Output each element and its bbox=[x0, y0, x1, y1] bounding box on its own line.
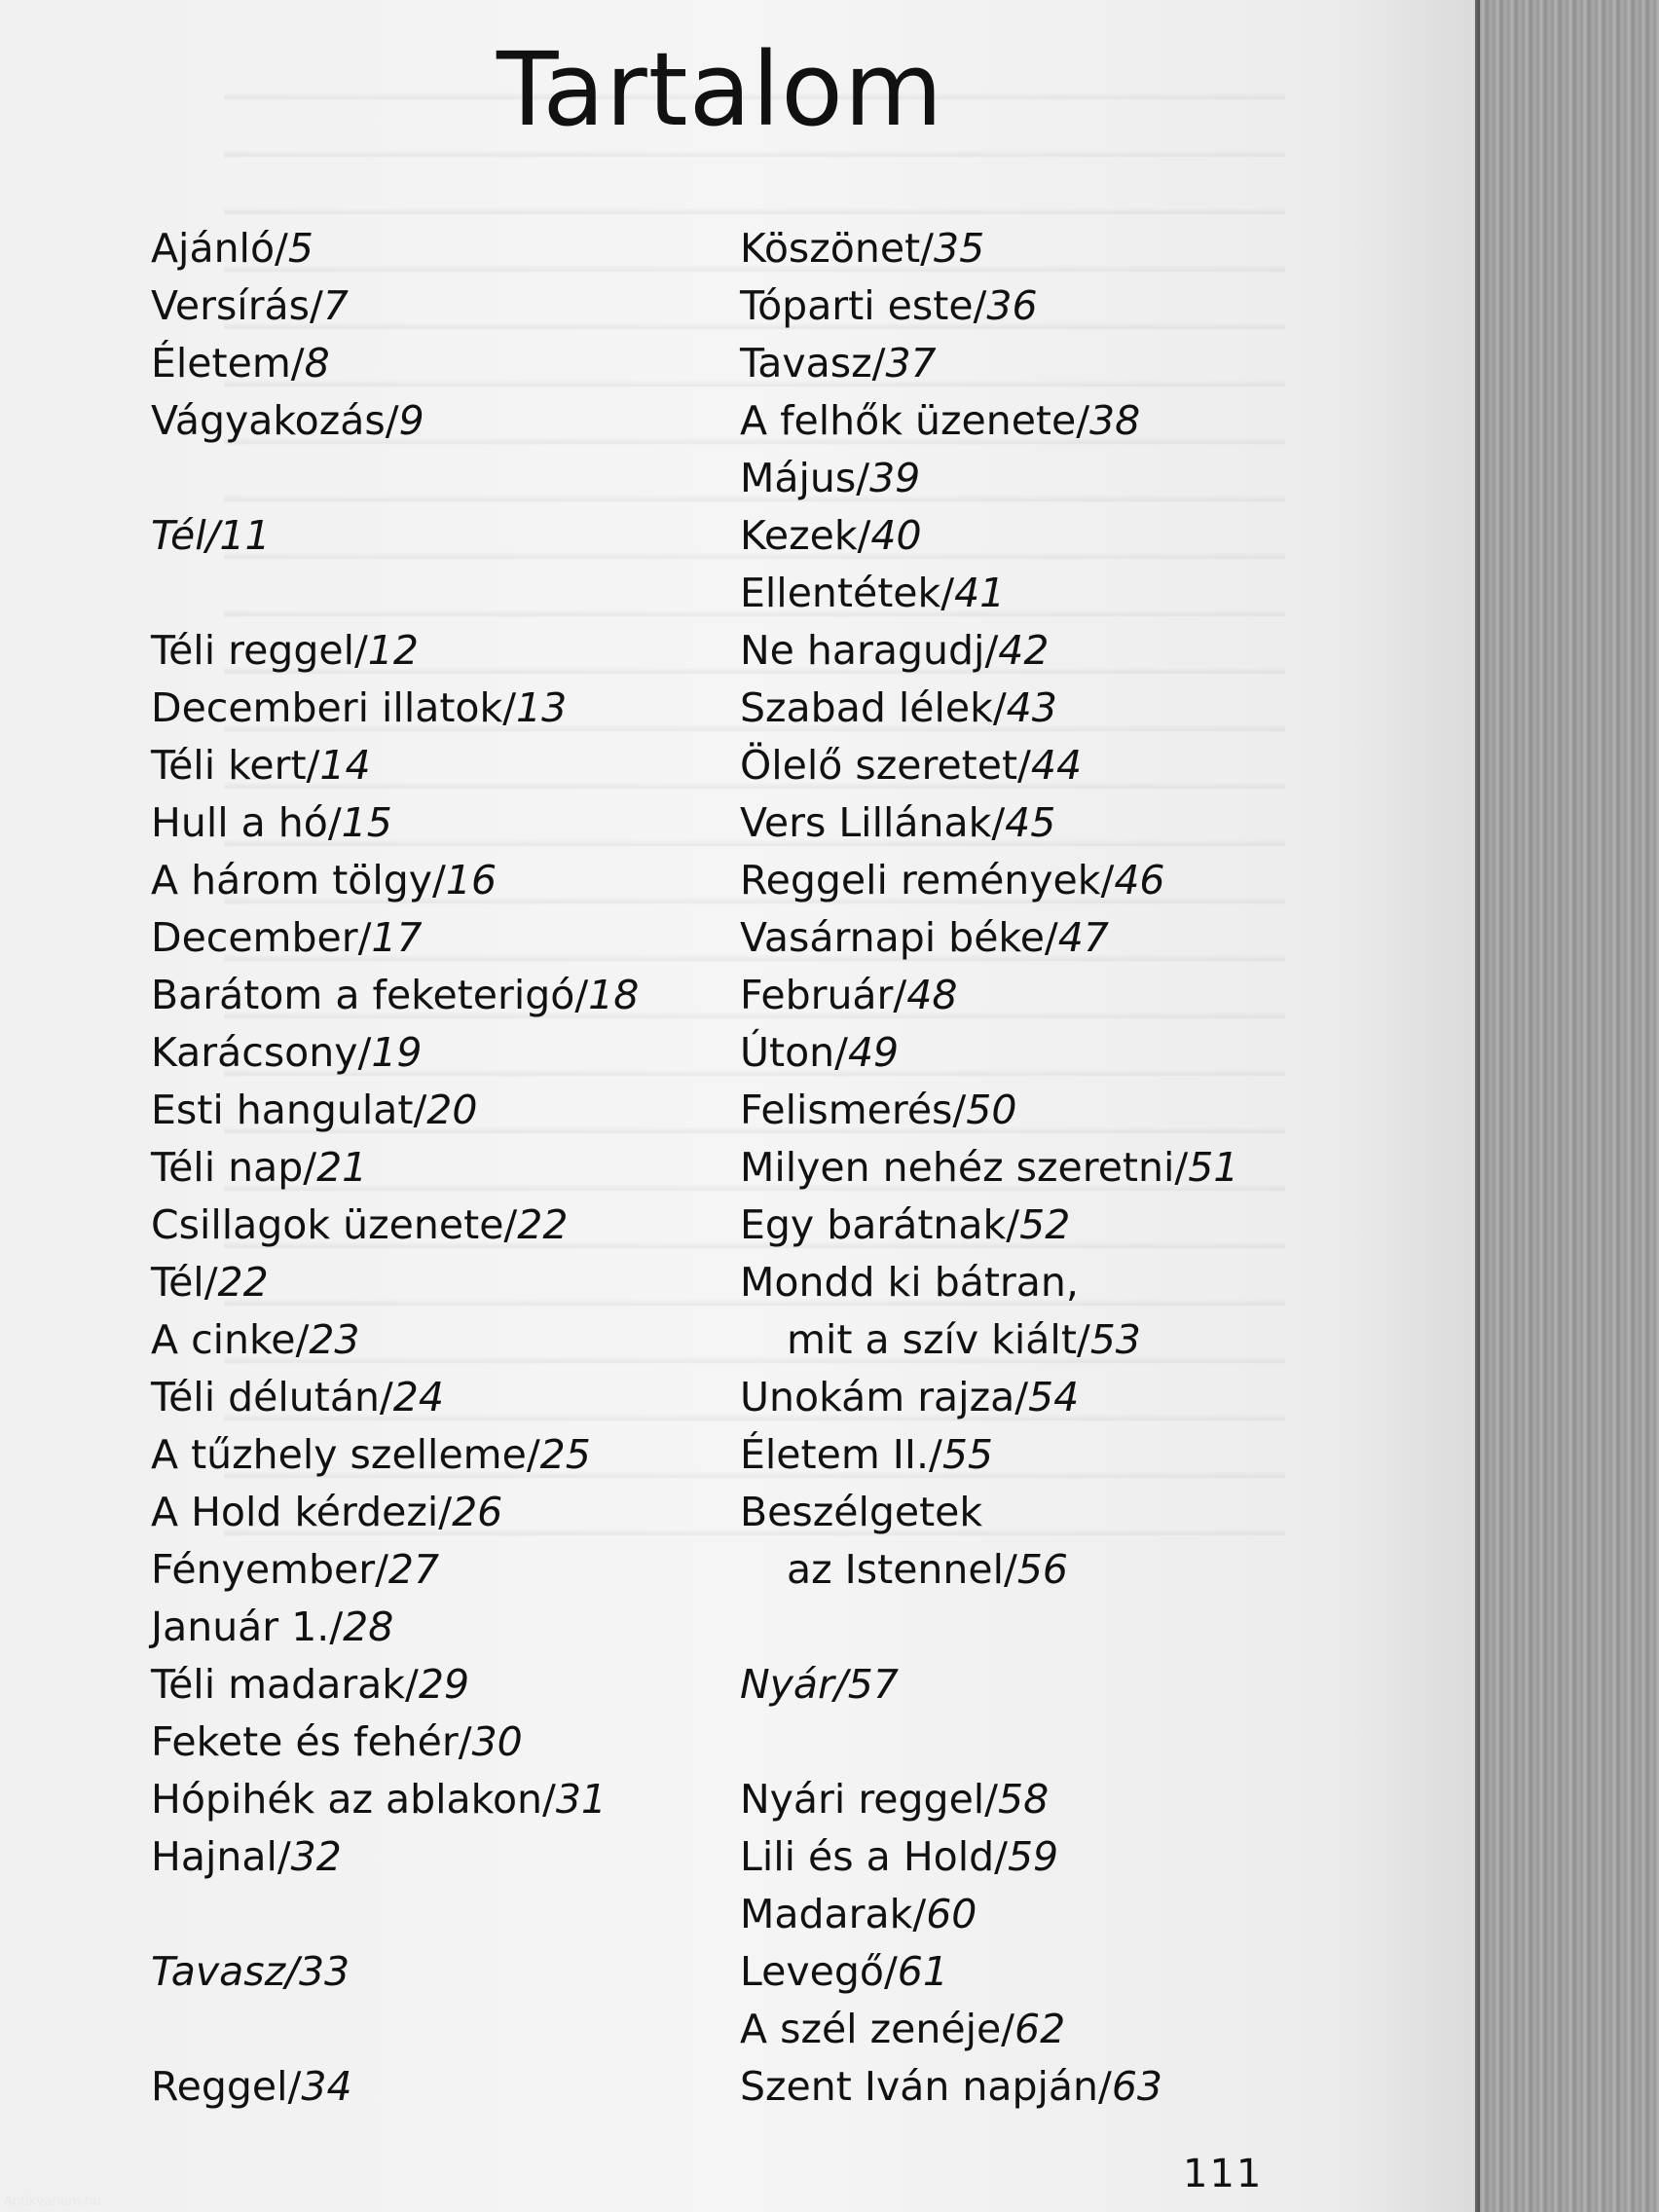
toc-entry bbox=[151, 1426, 639, 1484]
toc-entry bbox=[740, 507, 1238, 565]
toc-entry-title: A három tölgy/ bbox=[151, 857, 446, 903]
toc-entry-title: A cinke/ bbox=[151, 1316, 310, 1363]
toc-entry-page: 14 bbox=[319, 742, 371, 789]
toc-entry-title: Február/ bbox=[740, 972, 907, 1018]
toc-entry-page: 15 bbox=[341, 799, 392, 846]
toc-entry bbox=[151, 1024, 639, 1082]
toc-entry-page: 34 bbox=[301, 2063, 352, 2110]
toc-entry bbox=[740, 1139, 1238, 1197]
toc-entry-page: 53 bbox=[1089, 1316, 1141, 1363]
toc-spacer bbox=[740, 1714, 1238, 1771]
toc-entry-title: Barátom a feketerigó/ bbox=[151, 972, 589, 1018]
toc-entry-title: Nyár/57 bbox=[740, 1661, 899, 1708]
toc-section-heading bbox=[151, 1943, 639, 2001]
toc-entry-page: 49 bbox=[847, 1029, 900, 1076]
toc-entry bbox=[740, 277, 1238, 335]
toc-entry-page: 45 bbox=[1005, 799, 1056, 846]
toc-left-column bbox=[151, 220, 639, 2116]
toc-entry-title: Nyári reggel/ bbox=[740, 1776, 998, 1823]
toc-entry bbox=[740, 1484, 1238, 1541]
toc-entry-title: Milyen nehéz szeretni/ bbox=[740, 1144, 1189, 1191]
toc-entry-page: 8 bbox=[304, 340, 330, 387]
toc-entry bbox=[151, 220, 639, 277]
toc-entry-page: 55 bbox=[941, 1431, 993, 1478]
toc-entry-page: 48 bbox=[906, 972, 958, 1018]
toc-entry bbox=[740, 1197, 1238, 1254]
toc-entry bbox=[151, 1771, 639, 1828]
page-number: 111 bbox=[1183, 2152, 1264, 2196]
toc-entry-page: 18 bbox=[588, 972, 640, 1018]
toc-entry bbox=[740, 1311, 1238, 1369]
toc-entry bbox=[740, 565, 1238, 622]
toc-entry bbox=[151, 392, 639, 450]
toc-entry-page: 58 bbox=[998, 1776, 1050, 1823]
toc-entry-page: 44 bbox=[1030, 742, 1083, 789]
toc-entry-title: Tavasz/33 bbox=[151, 1948, 350, 1995]
toc-entry bbox=[740, 2001, 1238, 2058]
toc-entry-title: Egy barátnak/ bbox=[740, 1201, 1020, 1248]
toc-entry-page: 43 bbox=[1006, 684, 1057, 731]
toc-entry bbox=[151, 622, 639, 680]
toc-entry bbox=[740, 1828, 1238, 1886]
toc-entry-page: 30 bbox=[471, 1718, 523, 1765]
toc-entry-page: 41 bbox=[954, 570, 1006, 616]
toc-entry bbox=[740, 1254, 1238, 1311]
toc-right-column bbox=[740, 220, 1238, 2116]
toc-entry-title: Tél/11 bbox=[151, 512, 271, 559]
toc-entry bbox=[740, 1024, 1238, 1082]
toc-entry-title: Január 1./ bbox=[151, 1604, 344, 1650]
toc-spacer bbox=[740, 1599, 1238, 1656]
toc-entry-page: 9 bbox=[398, 397, 424, 444]
toc-entry bbox=[740, 1886, 1238, 1943]
toc-entry-page: 5 bbox=[287, 225, 313, 272]
toc-entry-title: Levegő/ bbox=[740, 1948, 898, 1995]
toc-entry bbox=[740, 335, 1238, 392]
toc-spacer bbox=[151, 2001, 639, 2058]
toc-entry-page: 21 bbox=[316, 1144, 368, 1191]
toc-entry-page: 17 bbox=[371, 914, 423, 961]
toc-entry-page: 37 bbox=[885, 340, 937, 387]
toc-entry-title: Tóparti este/ bbox=[740, 282, 987, 329]
toc-entry-title: Fényember/ bbox=[151, 1546, 388, 1593]
toc-entry-page: 47 bbox=[1057, 914, 1109, 961]
toc-entry-page: 39 bbox=[869, 455, 921, 501]
toc-entry-title: Életem II./ bbox=[740, 1431, 942, 1478]
toc-entry-page: 13 bbox=[516, 684, 568, 731]
toc-entry bbox=[740, 909, 1238, 967]
toc-entry-title: Esti hangulat/ bbox=[151, 1087, 427, 1133]
toc-entry bbox=[151, 1714, 639, 1771]
toc-entry-title: Szent Iván napján/ bbox=[740, 2063, 1112, 2110]
toc-entry bbox=[151, 1139, 639, 1197]
toc-entry bbox=[151, 1311, 639, 1369]
toc-entry bbox=[151, 1828, 639, 1886]
toc-entry-title: Reggeli remények/ bbox=[740, 857, 1115, 903]
toc-entry-page: 32 bbox=[290, 1833, 342, 1880]
toc-entry bbox=[151, 909, 639, 967]
toc-entry-page: 24 bbox=[392, 1374, 444, 1420]
toc-entry-title: Csillagok üzenete/ bbox=[151, 1201, 518, 1248]
toc-entry-title: Ne haragudj/ bbox=[740, 627, 999, 674]
toc-entry-page: 36 bbox=[986, 282, 1038, 329]
toc-entry-page: 42 bbox=[998, 627, 1050, 674]
toc-entry bbox=[151, 852, 639, 909]
toc-entry bbox=[151, 1599, 639, 1656]
wooden-surface bbox=[1480, 0, 1659, 2212]
toc-entry-page: 27 bbox=[387, 1546, 440, 1593]
toc-entry-page: 63 bbox=[1111, 2063, 1162, 2110]
toc-entry-title: Beszélgetek bbox=[740, 1489, 983, 1535]
toc-entry-title: Felismerés/ bbox=[740, 1087, 967, 1133]
toc-entry-page: 56 bbox=[1016, 1546, 1069, 1593]
toc-entry-title: Téli madarak/ bbox=[151, 1661, 419, 1708]
toc-entry-title: December/ bbox=[151, 914, 372, 961]
toc-entry-title: Tél/ bbox=[151, 1259, 218, 1306]
toc-section-heading bbox=[740, 1656, 1238, 1714]
toc-entry-title: Unokám rajza/ bbox=[740, 1374, 1029, 1420]
toc-entry bbox=[151, 794, 639, 852]
toc-entry-title: Vasárnapi béke/ bbox=[740, 914, 1058, 961]
toc-entry bbox=[740, 1082, 1238, 1139]
toc-spacer bbox=[151, 565, 639, 622]
toc-entry-title: Kezek/ bbox=[740, 512, 871, 559]
toc-entry-title: Hópihék az ablakon/ bbox=[151, 1776, 556, 1823]
toc-entry-page: 46 bbox=[1114, 857, 1165, 903]
watermark: Antikvarium.hu bbox=[4, 2194, 101, 2209]
toc-entry-page: 20 bbox=[426, 1087, 478, 1133]
toc-entry-title: Vágyakozás/ bbox=[151, 397, 399, 444]
toc-entry bbox=[740, 2058, 1238, 2116]
toc-entry bbox=[151, 2058, 639, 2116]
toc-entry bbox=[151, 737, 639, 794]
toc-entry-page: 62 bbox=[1014, 2006, 1066, 2052]
toc-entry-title: Téli reggel/ bbox=[151, 627, 368, 674]
toc-entry-page: 12 bbox=[367, 627, 419, 674]
toc-entry-page: 60 bbox=[926, 1891, 977, 1937]
toc-entry-page: 19 bbox=[371, 1029, 423, 1076]
toc-spacer bbox=[151, 1886, 639, 1943]
toc-entry-title: Köszönet/ bbox=[740, 225, 934, 272]
toc-entry-title: Téli délután/ bbox=[151, 1374, 393, 1420]
toc-entry-title: Ajánló/ bbox=[151, 225, 288, 272]
toc-entry-title: Életem/ bbox=[151, 340, 305, 387]
toc-entry bbox=[740, 680, 1238, 737]
toc-entry bbox=[151, 277, 639, 335]
toc-entry-page: 26 bbox=[452, 1489, 503, 1535]
toc-entry-title: Hull a hó/ bbox=[151, 799, 342, 846]
toc-entry bbox=[740, 450, 1238, 507]
toc-section-heading bbox=[151, 507, 639, 565]
toc-entry-title: Ellentétek/ bbox=[740, 570, 955, 616]
toc-entry-title: Decemberi illatok/ bbox=[151, 684, 517, 731]
toc-entry bbox=[151, 1082, 639, 1139]
toc-entry-title: Vers Lillának/ bbox=[740, 799, 1006, 846]
toc-entry-page: 29 bbox=[418, 1661, 470, 1708]
toc-entry-title: Úton/ bbox=[740, 1029, 848, 1076]
toc-entry-title: Versírás/ bbox=[151, 282, 323, 329]
toc-entry-page: 25 bbox=[539, 1431, 591, 1478]
toc-entry bbox=[151, 1369, 639, 1426]
toc-entry bbox=[151, 1656, 639, 1714]
toc-entry bbox=[740, 1943, 1238, 2001]
toc-entry bbox=[740, 220, 1238, 277]
toc-entry-page: 50 bbox=[966, 1087, 1017, 1133]
toc-entry-page: 61 bbox=[897, 1948, 948, 1995]
toc-entry-title: Szabad lélek/ bbox=[740, 684, 1007, 731]
toc-entry bbox=[151, 967, 639, 1024]
toc-entry-page: 31 bbox=[555, 1776, 607, 1823]
toc-entry-title: Reggel/ bbox=[151, 2063, 302, 2110]
toc-entry bbox=[151, 1254, 639, 1311]
toc-entry-title: A felhők üzenete/ bbox=[740, 397, 1090, 444]
toc-entry-title: az Istennel/ bbox=[787, 1546, 1017, 1593]
toc-entry bbox=[151, 1541, 639, 1599]
toc-entry-page: 35 bbox=[934, 225, 985, 272]
toc-entry-title: Fekete és fehér/ bbox=[151, 1718, 472, 1765]
toc-entry bbox=[151, 1484, 639, 1541]
toc-entry bbox=[740, 852, 1238, 909]
toc-entry-page: 51 bbox=[1188, 1144, 1239, 1191]
toc-entry-title: Téli kert/ bbox=[151, 742, 320, 789]
toc-entry-title: mit a szív kiált/ bbox=[787, 1316, 1090, 1363]
page-title: Tartalom bbox=[497, 30, 944, 149]
toc-entry bbox=[740, 622, 1238, 680]
toc-entry-page: 28 bbox=[343, 1604, 394, 1650]
toc-entry-title: Karácsony/ bbox=[151, 1029, 372, 1076]
toc-entry-title: Mondd ki bátran, bbox=[740, 1259, 1079, 1306]
toc-spacer bbox=[151, 450, 639, 507]
toc-entry bbox=[151, 1197, 639, 1254]
toc-entry-title: Lili és a Hold/ bbox=[740, 1833, 1008, 1880]
toc-entry-page: 22 bbox=[517, 1201, 569, 1248]
toc-entry-page: 52 bbox=[1019, 1201, 1071, 1248]
toc-entry-page: 54 bbox=[1028, 1374, 1080, 1420]
toc-entry bbox=[740, 1541, 1238, 1599]
toc-entry bbox=[740, 737, 1238, 794]
toc-entry-title: Tavasz/ bbox=[740, 340, 886, 387]
toc-entry-title: Ölelő szeretet/ bbox=[740, 742, 1031, 789]
toc-entry bbox=[740, 1369, 1238, 1426]
toc-entry bbox=[740, 1771, 1238, 1828]
toc-entry-page: 7 bbox=[322, 282, 349, 329]
toc-entry-page: 38 bbox=[1089, 397, 1141, 444]
toc-entry-title: Május/ bbox=[740, 455, 870, 501]
toc-entry bbox=[740, 392, 1238, 450]
toc-entry-title: A Hold kérdezi/ bbox=[151, 1489, 453, 1535]
toc-entry-page: 59 bbox=[1007, 1833, 1059, 1880]
toc-entry-title: Madarak/ bbox=[740, 1891, 927, 1937]
toc-entry-title: A szél zenéje/ bbox=[740, 2006, 1014, 2052]
toc-entry-title: Hajnal/ bbox=[151, 1833, 291, 1880]
toc-entry bbox=[151, 335, 639, 392]
toc-entry-page: 16 bbox=[445, 857, 498, 903]
toc-entry bbox=[740, 967, 1238, 1024]
toc-entry-page: 23 bbox=[309, 1316, 360, 1363]
toc-entry bbox=[740, 1426, 1238, 1484]
toc-entry bbox=[740, 794, 1238, 852]
toc-entry-title: Téli nap/ bbox=[151, 1144, 317, 1191]
toc-entry-title: A tűzhely szelleme/ bbox=[151, 1431, 540, 1478]
toc-entry-page: 22 bbox=[217, 1259, 269, 1306]
toc-entry-page: 40 bbox=[870, 512, 922, 559]
toc-entry bbox=[151, 680, 639, 737]
